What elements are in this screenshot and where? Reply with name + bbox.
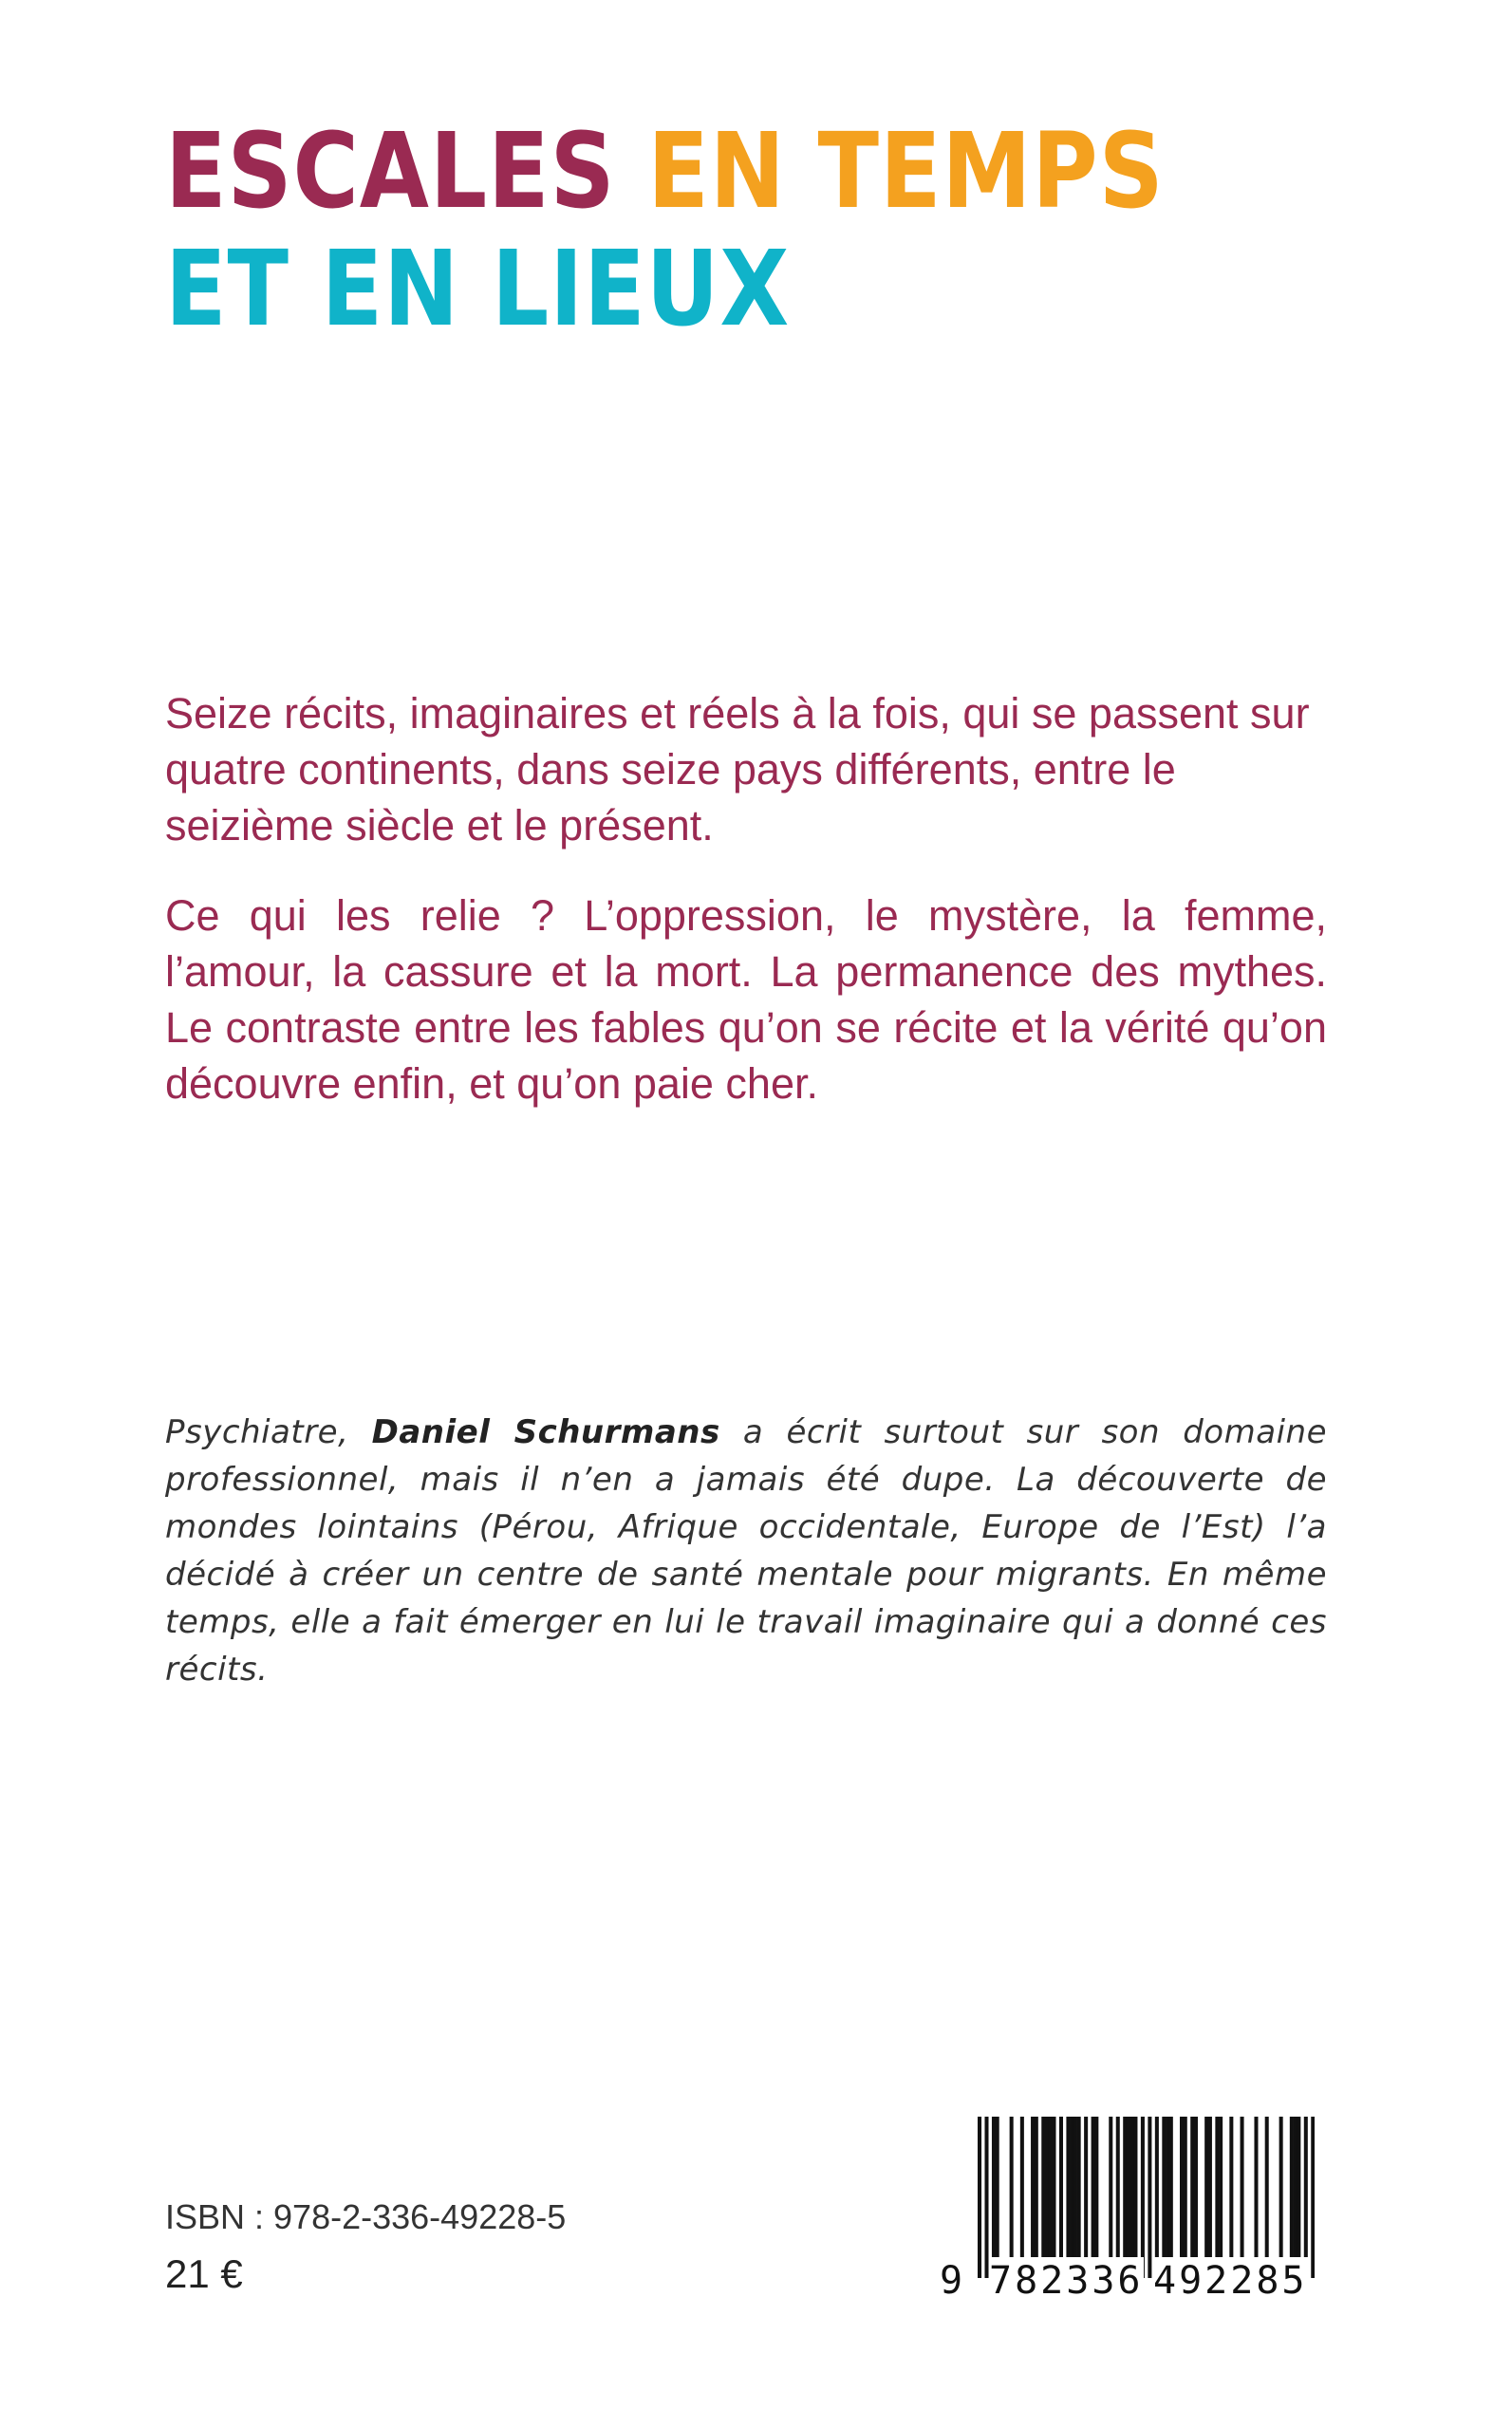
bio-text: a écrit surtout sur son domaine professionnel, mais il n’en a jamais été dupe. La découverte de mondes lointains (Pérou, Afrique occidentale, Europe de l’Est) l’a décidé à créer un centre de santé mentale pour migrants. En même temps, elle a fait émerger en lui le travail imaginaire qui a donné ces récits. [165, 1413, 1327, 1689]
barcode-bar [1279, 2117, 1283, 2259]
barcode-bar [1311, 2117, 1315, 2278]
barcode-bar [1162, 2117, 1166, 2259]
isbn-label: ISBN : 978-2-336-49228-5 [165, 2197, 567, 2236]
barcode-bar [1133, 2117, 1137, 2259]
barcode-bar [1116, 2117, 1120, 2259]
barcode-bar [1041, 2117, 1045, 2259]
author-name: Daniel Schurmans [371, 1413, 720, 1451]
barcode-first-digit: 9 [940, 2259, 963, 2303]
barcode-bar [1184, 2117, 1187, 2259]
barcode-bar [1155, 2117, 1159, 2259]
barcode-bar [978, 2117, 981, 2278]
title-line-1 [165, 112, 1165, 230]
price-label: 21 € [165, 2251, 243, 2296]
title-word-en-temps: EN TEMPS [647, 110, 1165, 232]
barcode-bar [984, 2117, 988, 2278]
barcode-bar [1045, 2117, 1049, 2259]
barcode-bar [1130, 2117, 1134, 2259]
barcode-bar [1241, 2117, 1244, 2259]
barcode-bar [1169, 2117, 1173, 2259]
barcode-bar [1073, 2117, 1077, 2259]
barcode-bar [1123, 2117, 1127, 2259]
barcode-bar [1052, 2117, 1055, 2259]
barcode-bar [992, 2117, 996, 2259]
barcode-bar [996, 2117, 999, 2259]
barcode-bar [1010, 2117, 1014, 2259]
barcode-bar [1035, 2117, 1038, 2259]
barcode-bar [1148, 2117, 1151, 2278]
barcode-bar [1066, 2117, 1070, 2259]
barcode-bar [1215, 2117, 1219, 2259]
barcode-bar [1190, 2117, 1194, 2259]
barcode-bar [1304, 2117, 1308, 2278]
barcode-bar [1254, 2117, 1258, 2259]
barcode-bars [978, 2117, 1315, 2278]
barcode-bar [1166, 2117, 1169, 2259]
barcode-bar [1208, 2117, 1212, 2259]
barcode-bar [1290, 2117, 1294, 2259]
barcode-bar [1127, 2117, 1130, 2259]
barcode-bar [1180, 2117, 1184, 2259]
barcode-bar [1070, 2117, 1073, 2259]
barcode-bar [1020, 2117, 1024, 2259]
barcode-right-group: 492285 [1153, 2259, 1308, 2303]
barcode-bar [1219, 2117, 1223, 2259]
barcode-bar [1204, 2117, 1208, 2259]
barcode-bar [1084, 2117, 1088, 2259]
barcode-bar [1194, 2117, 1198, 2259]
barcode-bar [1059, 2117, 1063, 2259]
barcode-bar [1094, 2117, 1098, 2259]
barcode-bar [1294, 2117, 1297, 2259]
title-word-escales: ESCALES [165, 110, 616, 232]
barcode-bar [1077, 2117, 1081, 2259]
barcode [940, 2117, 1319, 2305]
book-title [165, 112, 1165, 347]
barcode-bar [1092, 2117, 1095, 2259]
barcode-bar [1109, 2117, 1112, 2259]
barcode-bar [1265, 2117, 1269, 2259]
barcode-bar [1297, 2117, 1300, 2259]
barcode-bar [1049, 2117, 1053, 2259]
author-bio [165, 1409, 1327, 1693]
barcode-left-group: 782336 [989, 2259, 1144, 2303]
title-line-2: ET EN LIEUX [165, 228, 791, 349]
barcode-bar [1229, 2117, 1233, 2259]
bio-prefix: Psychiatre, [165, 1413, 372, 1451]
blurb-paragraph-1: Seize récits, imaginaires et réels à la fois, qui se passent sur quatre continents, dans seize pays différents, entre le seizième siècle et le présent. [165, 689, 1310, 850]
barcode-bar [1141, 2117, 1145, 2278]
barcode-bar [1031, 2117, 1035, 2259]
back-cover-blurb [165, 685, 1327, 1111]
blurb-paragraph-2: Ce qui les relie ? L’oppression, le mystère, la femme, l’amour, la cassure et la mort. La permanence des mythes. Le contraste entre les fables qu’on se récite et la vérité qu’on découvre enfin, et qu’on paie cher. [165, 891, 1327, 1108]
